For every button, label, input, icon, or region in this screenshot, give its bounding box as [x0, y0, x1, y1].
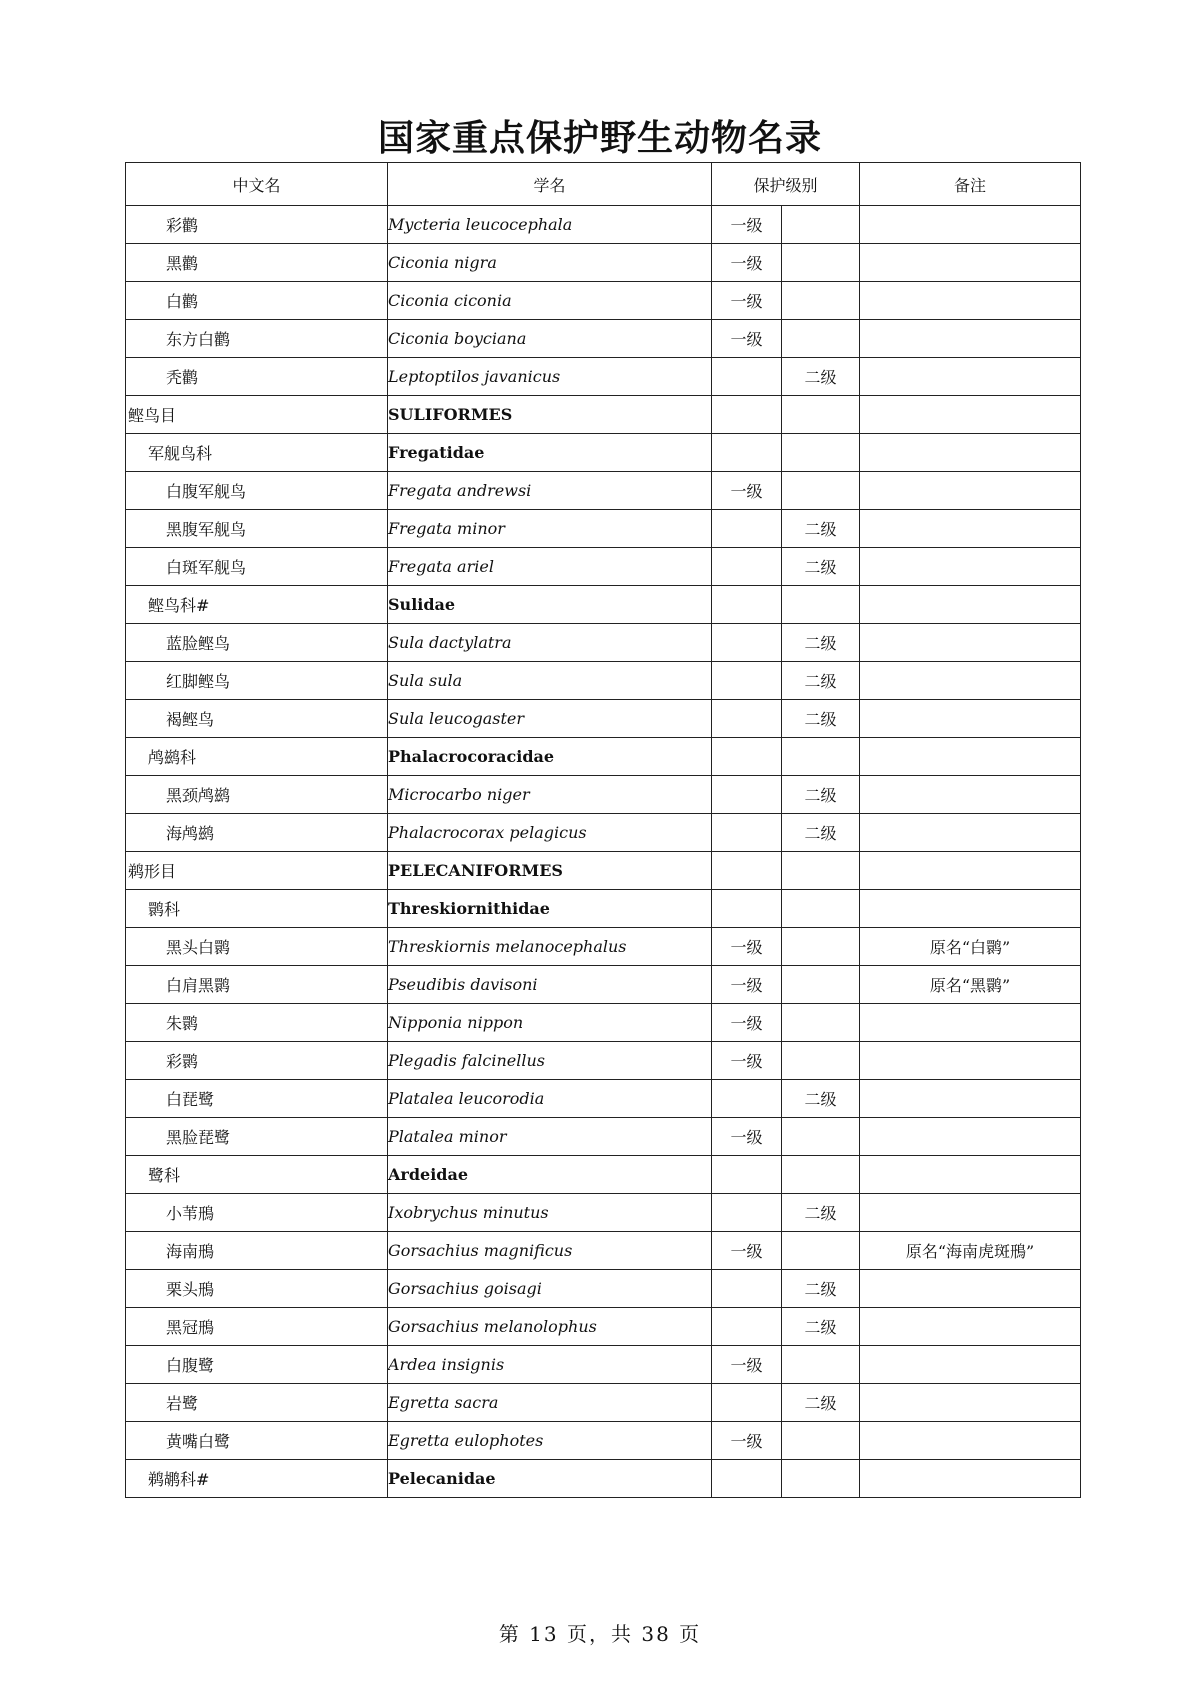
level-one-cell [712, 814, 782, 852]
scientific-name-cell: Egretta eulophotes [388, 1422, 712, 1460]
level-one-cell [712, 1270, 782, 1308]
scientific-name-cell: Ciconia nigra [388, 244, 712, 282]
chinese-name-cell: 彩鹳 [126, 206, 388, 244]
table-row [126, 852, 1081, 890]
remarks-cell [860, 776, 1081, 814]
level-one-cell [712, 852, 782, 890]
chinese-name-cell: 白肩黑鹮 [126, 966, 388, 1004]
scientific-name-cell: Threskiornis melanocephalus [388, 928, 712, 966]
remarks-cell: 原名“白鹮” [860, 928, 1081, 966]
remarks-cell [860, 1346, 1081, 1384]
chinese-name-cell: 黑腹军舰鸟 [126, 510, 388, 548]
level-two-cell [782, 928, 860, 966]
scientific-name-cell: Fregatidae [388, 434, 712, 472]
chinese-name-cell: 鹮科 [126, 890, 388, 928]
remarks-cell [860, 244, 1081, 282]
level-two-cell: 二级 [782, 776, 860, 814]
level-one-cell: 一级 [712, 1422, 782, 1460]
level-one-cell [712, 662, 782, 700]
level-two-cell [782, 320, 860, 358]
table-row [126, 206, 1081, 244]
remarks-cell [860, 434, 1081, 472]
level-two-cell [782, 1346, 860, 1384]
level-one-cell [712, 586, 782, 624]
scientific-name-cell: Sulidae [388, 586, 712, 624]
scientific-name-cell: Ixobrychus minutus [388, 1194, 712, 1232]
level-one-cell: 一级 [712, 472, 782, 510]
table-row [126, 510, 1081, 548]
chinese-name-cell: 栗头鳽 [126, 1270, 388, 1308]
remarks-cell [860, 1156, 1081, 1194]
level-two-cell [782, 1232, 860, 1270]
level-one-cell [712, 1460, 782, 1498]
scientific-name-cell: Plegadis falcinellus [388, 1042, 712, 1080]
level-two-cell: 二级 [782, 1080, 860, 1118]
table-row [126, 1118, 1081, 1156]
scientific-name-cell: Ciconia boyciana [388, 320, 712, 358]
chinese-name-cell: 彩鹮 [126, 1042, 388, 1080]
remarks-cell [860, 1384, 1081, 1422]
scientific-name-cell: Egretta sacra [388, 1384, 712, 1422]
scientific-name-cell: Gorsachius magnificus [388, 1232, 712, 1270]
chinese-name-cell: 小苇鳽 [126, 1194, 388, 1232]
remarks-cell [860, 510, 1081, 548]
level-two-cell [782, 966, 860, 1004]
remarks-cell [860, 206, 1081, 244]
remarks-cell [860, 1118, 1081, 1156]
scientific-name-cell: Leptoptilos javanicus [388, 358, 712, 396]
chinese-name-cell: 鹭科 [126, 1156, 388, 1194]
table-row [126, 1080, 1081, 1118]
level-two-cell [782, 586, 860, 624]
chinese-name-cell: 蓝脸鲣鸟 [126, 624, 388, 662]
chinese-name-cell: 鲣鸟目 [126, 396, 388, 434]
level-two-cell [782, 738, 860, 776]
level-one-cell: 一级 [712, 1042, 782, 1080]
level-two-cell: 二级 [782, 1384, 860, 1422]
chinese-name-cell: 黑颈鸬鹚 [126, 776, 388, 814]
chinese-name-cell: 褐鲣鸟 [126, 700, 388, 738]
remarks-cell: 原名“海南虎斑鳽” [860, 1232, 1081, 1270]
chinese-name-cell: 黑鹳 [126, 244, 388, 282]
level-one-cell [712, 890, 782, 928]
table-row [126, 320, 1081, 358]
remarks-cell [860, 1080, 1081, 1118]
remarks-cell [860, 700, 1081, 738]
level-two-cell [782, 244, 860, 282]
table-row [126, 624, 1081, 662]
level-two-cell [782, 1042, 860, 1080]
remarks-cell [860, 472, 1081, 510]
level-two-cell [782, 1004, 860, 1042]
scientific-name-cell: Microcarbo niger [388, 776, 712, 814]
level-two-cell [782, 852, 860, 890]
level-one-cell: 一级 [712, 1346, 782, 1384]
scientific-name-cell: Fregata ariel [388, 548, 712, 586]
remarks-cell [860, 282, 1081, 320]
chinese-name-cell: 鲣鸟科# [126, 586, 388, 624]
level-two-cell [782, 396, 860, 434]
remarks-cell [860, 1042, 1081, 1080]
table-row [126, 890, 1081, 928]
table-row [126, 396, 1081, 434]
remarks-cell: 原名“黑鹮” [860, 966, 1081, 1004]
remarks-cell [860, 738, 1081, 776]
chinese-name-cell: 白腹军舰鸟 [126, 472, 388, 510]
chinese-name-cell: 鹈鹕科# [126, 1460, 388, 1498]
table-row [126, 1308, 1081, 1346]
table-body [126, 206, 1081, 1498]
table-row [126, 738, 1081, 776]
remarks-cell [860, 586, 1081, 624]
remarks-cell [860, 396, 1081, 434]
level-two-cell [782, 1156, 860, 1194]
table-row [126, 1422, 1081, 1460]
remarks-cell [860, 1004, 1081, 1042]
table-row [126, 548, 1081, 586]
level-one-cell [712, 776, 782, 814]
table-row [126, 358, 1081, 396]
scientific-name-cell: PELECANIFORMES [388, 852, 712, 890]
remarks-cell [860, 624, 1081, 662]
level-two-cell [782, 206, 860, 244]
page-number: 第 13 页，共 38 页 [498, 1622, 702, 1646]
scientific-name-cell: Sula sula [388, 662, 712, 700]
scientific-name-cell: SULIFORMES [388, 396, 712, 434]
scientific-name-cell: Pseudibis davisoni [388, 966, 712, 1004]
chinese-name-cell: 白琵鹭 [126, 1080, 388, 1118]
species-table [125, 162, 1081, 1498]
chinese-name-cell: 白腹鹭 [126, 1346, 388, 1384]
level-two-cell [782, 282, 860, 320]
table-row [126, 928, 1081, 966]
chinese-name-cell: 岩鹭 [126, 1384, 388, 1422]
remarks-cell [860, 1270, 1081, 1308]
level-two-cell: 二级 [782, 700, 860, 738]
remarks-cell [860, 662, 1081, 700]
table-row [126, 776, 1081, 814]
chinese-name-cell: 黑头白鹮 [126, 928, 388, 966]
level-one-cell [712, 510, 782, 548]
level-one-cell [712, 738, 782, 776]
remarks-cell [860, 320, 1081, 358]
header-protection-level: 保护级别 [712, 163, 860, 206]
chinese-name-cell: 黑冠鳽 [126, 1308, 388, 1346]
remarks-cell [860, 890, 1081, 928]
table-row [126, 1194, 1081, 1232]
chinese-name-cell: 红脚鲣鸟 [126, 662, 388, 700]
table-header-row [126, 163, 1081, 206]
table-row [126, 1232, 1081, 1270]
scientific-name-cell: Platalea minor [388, 1118, 712, 1156]
scientific-name-cell: Fregata minor [388, 510, 712, 548]
scientific-name-cell: Sula leucogaster [388, 700, 712, 738]
table-row [126, 1346, 1081, 1384]
table-row [126, 244, 1081, 282]
scientific-name-cell: Threskiornithidae [388, 890, 712, 928]
scientific-name-cell: Pelecanidae [388, 1460, 712, 1498]
level-one-cell [712, 624, 782, 662]
level-two-cell [782, 1422, 860, 1460]
level-one-cell [712, 1194, 782, 1232]
remarks-cell [860, 548, 1081, 586]
level-two-cell: 二级 [782, 1308, 860, 1346]
scientific-name-cell: Fregata andrewsi [388, 472, 712, 510]
header-remarks: 备注 [860, 163, 1081, 206]
level-one-cell [712, 1384, 782, 1422]
table-row [126, 1270, 1081, 1308]
level-two-cell [782, 472, 860, 510]
remarks-cell [860, 1308, 1081, 1346]
scientific-name-cell: Gorsachius melanolophus [388, 1308, 712, 1346]
level-one-cell [712, 396, 782, 434]
level-two-cell: 二级 [782, 814, 860, 852]
scientific-name-cell: Ardeidae [388, 1156, 712, 1194]
table-row [126, 1460, 1081, 1498]
chinese-name-cell: 黄嘴白鹭 [126, 1422, 388, 1460]
level-one-cell [712, 358, 782, 396]
scientific-name-cell: Mycteria leucocephala [388, 206, 712, 244]
level-two-cell: 二级 [782, 624, 860, 662]
level-one-cell: 一级 [712, 1232, 782, 1270]
table-row [126, 1004, 1081, 1042]
scientific-name-cell: Sula dactylatra [388, 624, 712, 662]
level-one-cell: 一级 [712, 928, 782, 966]
level-two-cell: 二级 [782, 548, 860, 586]
scientific-name-cell: Phalacrocoracidae [388, 738, 712, 776]
scientific-name-cell: Platalea leucorodia [388, 1080, 712, 1118]
remarks-cell [860, 1460, 1081, 1498]
level-two-cell: 二级 [782, 662, 860, 700]
level-one-cell: 一级 [712, 320, 782, 358]
table-row [126, 814, 1081, 852]
level-one-cell [712, 548, 782, 586]
remarks-cell [860, 358, 1081, 396]
level-two-cell [782, 890, 860, 928]
chinese-name-cell: 秃鹳 [126, 358, 388, 396]
table-row [126, 700, 1081, 738]
chinese-name-cell: 鸬鹚科 [126, 738, 388, 776]
table-row [126, 966, 1081, 1004]
chinese-name-cell: 鹈形目 [126, 852, 388, 890]
page-title: 国家重点保护野生动物名录 [377, 117, 822, 159]
level-two-cell [782, 1460, 860, 1498]
level-one-cell [712, 1156, 782, 1194]
table-row [126, 662, 1081, 700]
table-row [126, 282, 1081, 320]
level-one-cell: 一级 [712, 206, 782, 244]
scientific-name-cell: Ciconia ciconia [388, 282, 712, 320]
chinese-name-cell: 军舰鸟科 [126, 434, 388, 472]
remarks-cell [860, 852, 1081, 890]
level-one-cell [712, 434, 782, 472]
table-row [126, 1042, 1081, 1080]
chinese-name-cell: 黑脸琵鹭 [126, 1118, 388, 1156]
table-row [126, 586, 1081, 624]
chinese-name-cell: 东方白鹳 [126, 320, 388, 358]
level-two-cell: 二级 [782, 510, 860, 548]
header-chinese-name: 中文名 [126, 163, 388, 206]
table-row [126, 1156, 1081, 1194]
chinese-name-cell: 白鹳 [126, 282, 388, 320]
level-one-cell [712, 1080, 782, 1118]
remarks-cell [860, 814, 1081, 852]
remarks-cell [860, 1194, 1081, 1232]
level-one-cell [712, 1308, 782, 1346]
scientific-name-cell: Gorsachius goisagi [388, 1270, 712, 1308]
scientific-name-cell: Ardea insignis [388, 1346, 712, 1384]
table-row [126, 434, 1081, 472]
chinese-name-cell: 白斑军舰鸟 [126, 548, 388, 586]
level-two-cell: 二级 [782, 358, 860, 396]
level-two-cell [782, 434, 860, 472]
chinese-name-cell: 海南鳽 [126, 1232, 388, 1270]
level-two-cell [782, 1118, 860, 1156]
chinese-name-cell: 海鸬鹚 [126, 814, 388, 852]
level-one-cell: 一级 [712, 1004, 782, 1042]
level-one-cell: 一级 [712, 282, 782, 320]
table-row [126, 1384, 1081, 1422]
level-one-cell: 一级 [712, 966, 782, 1004]
scientific-name-cell: Phalacrocorax pelagicus [388, 814, 712, 852]
level-one-cell: 一级 [712, 244, 782, 282]
chinese-name-cell: 朱鹮 [126, 1004, 388, 1042]
remarks-cell [860, 1422, 1081, 1460]
level-two-cell: 二级 [782, 1194, 860, 1232]
level-one-cell [712, 700, 782, 738]
level-two-cell: 二级 [782, 1270, 860, 1308]
header-scientific-name: 学名 [388, 163, 712, 206]
level-one-cell: 一级 [712, 1118, 782, 1156]
scientific-name-cell: Nipponia nippon [388, 1004, 712, 1042]
table-row [126, 472, 1081, 510]
